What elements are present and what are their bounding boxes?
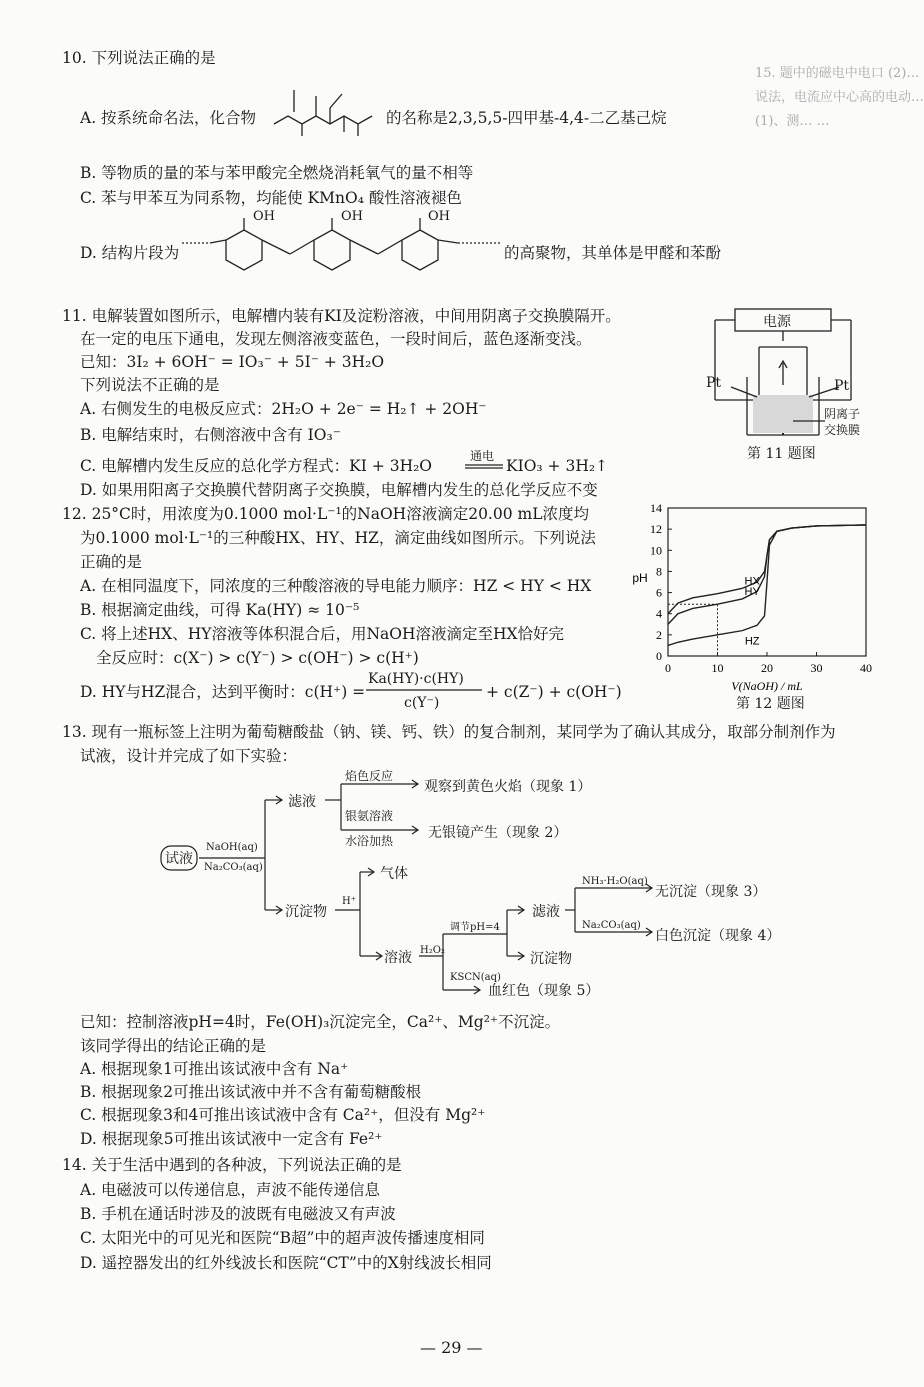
y-tick-label: 2 (656, 627, 662, 642)
bleed-text: 15. 题中的磁电中电口 (2)… (755, 66, 920, 81)
q12-line-1: 12. 25°C时，用浓度为0.1000 mol·L⁻¹的NaOH溶液滴定20.00 mL浓度均 (62, 505, 589, 523)
y-axis-label: pH (632, 571, 648, 585)
flow-observation-4: 白色沉淀（现象 4） (655, 928, 781, 944)
y-tick-label: 6 (656, 585, 662, 600)
flow-kscn: KSCN(aq) (450, 972, 501, 983)
q13-option-b: B. 根据现象2可推出该试液中并不含有葡萄糖酸根 (80, 1083, 422, 1101)
q10-option-d-pre: D. 结构片段为 (80, 244, 180, 262)
q12-option-c-2: 全反应时：c(X⁻) > c(Y⁻) > c(OH⁻) > c(H⁺) (96, 649, 419, 667)
y-tick-label: 12 (650, 522, 662, 537)
y-tick-label: 4 (656, 606, 662, 621)
fig12-caption: 第 12 题图 (736, 696, 805, 712)
y-tick-label: 8 (656, 564, 662, 579)
q11-line-4: 下列说法不正确的是 (80, 376, 220, 394)
q12-option-d-denominator: c(Y⁻) (404, 695, 440, 711)
flow-observation-1: 观察到黄色火焰（现象 1） (424, 779, 592, 795)
q13-question: 该同学得出的结论正确的是 (80, 1037, 267, 1055)
flow-observation-2: 无银镜产生（现象 2） (428, 825, 568, 841)
fraction-bar (366, 689, 484, 692)
q12-option-a: A. 在相同温度下，同浓度的三种酸溶液的导电能力顺序：HZ < HY < HX (80, 577, 592, 595)
q11-line-3: 已知：3I₂ + 6OH⁻ = IO₃⁻ + 5I⁻ + 3H₂O (80, 353, 385, 371)
series-line-hz (668, 525, 866, 646)
q14-option-c: C. 太阳光中的可见光和医院“B超”中的超声波传播速度相同 (80, 1229, 485, 1247)
q12-option-d-numerator: Ka(HY)·c(HY) (368, 671, 464, 687)
flow-solution: 溶液 (384, 950, 412, 966)
q10-option-d-post: 的高聚物，其单体是甲醛和苯酚 (504, 244, 722, 262)
flow-filtrate-2: 滤液 (532, 904, 560, 920)
flow-reagent-na2co3: Na₂CO₃(aq) (204, 862, 263, 873)
flow-gas: 气体 (380, 866, 408, 882)
flow-water-bath: 水浴加热 (345, 834, 394, 848)
x-tick-label: 40 (860, 661, 872, 675)
q13-line-1: 13. 现有一瓶标签上注明为葡萄糖酸盐（钠、镁、钙、铁）的复合制剂，某同学为了确认其成分，取部分制剂作为 (62, 723, 836, 741)
q12-line-2: 为0.1000 mol·L⁻¹的三种酸HX、HY、HZ，滴定曲线如图所示。下列说法 (80, 529, 596, 547)
q11-line-1: 11. 电解装置如图所示，电解槽内装有KI及淀粉溶液，中间用阴离子交换膜隔开。 (62, 307, 621, 325)
flow-observation-3: 无沉淀（现象 3） (655, 884, 767, 900)
q11-option-a: A. 右侧发生的电极反应式：2H₂O + 2e⁻ = H₂↑ + 2OH⁻ (80, 400, 487, 418)
page-number: — 29 — (420, 1338, 483, 1357)
flow-h-plus: H⁺ (342, 896, 356, 907)
q11-option-c-condition: 通电 (470, 449, 495, 463)
q14-option-a: A. 电磁波可以传递信息，声波不能传递信息 (80, 1181, 381, 1199)
flow-h2o2: H₂O₂ (420, 945, 445, 956)
flow-precipitate-2: 沉淀物 (530, 951, 572, 967)
flow-filtrate: 滤液 (288, 794, 316, 810)
x-tick-label: 0 (665, 661, 671, 675)
flow-start-node: 试液 (165, 851, 193, 867)
fig11-caption: 第 11 题图 (747, 446, 816, 462)
q11-option-d: D. 如果用阳离子交换膜代替阴离子交换膜，电解槽内发生的总化学反应不变 (80, 481, 598, 499)
series-line-hx (668, 525, 866, 614)
q10-option-c: C. 苯与甲苯互为同系物，均能使 KMnO₄ 酸性溶液褪色 (80, 189, 462, 207)
q11-option-b: B. 电解结束时，右侧溶液中含有 IO₃⁻ (80, 426, 341, 444)
flow-precipitate: 沉淀物 (285, 904, 327, 920)
q12-line-3: 正确的是 (80, 553, 143, 571)
series-label: HZ (744, 635, 760, 648)
q11-line-2: 在一定的电压下通电，发现左侧溶液变蓝色，一段时间后，蓝色逐渐变浅。 (80, 330, 592, 348)
y-tick-label: 14 (650, 501, 662, 515)
flow-na2co3-b: Na₂CO₃(aq) (582, 920, 641, 931)
q10-option-b: B. 等物质的量的苯与苯甲酸完全燃烧消耗氧气的量不相等 (80, 164, 474, 182)
oh-label: OH (428, 209, 450, 224)
q12-option-c-1: C. 将上述HX、HY溶液等体积混合后，用NaOH溶液滴定至HX恰好完 (80, 625, 565, 643)
x-axis-label: V(NaOH) / mL (731, 679, 803, 693)
flow-reagent-naoh: NaOH(aq) (206, 842, 258, 853)
flow-silver-ammonia: 银氨溶液 (345, 809, 394, 823)
flow-nh3: NH₃·H₂O(aq) (582, 876, 648, 887)
q13-known: 已知：控制溶液pH=4时，Fe(OH)₃沉淀完全，Ca²⁺、Mg²⁺不沉淀。 (80, 1013, 561, 1031)
pt-right-label: Pt (834, 378, 850, 394)
x-tick-label: 20 (761, 661, 773, 675)
q11-option-c-pre: C. 电解槽内发生反应的总化学方程式：KI + 3H₂O (80, 457, 433, 475)
x-tick-label: 10 (711, 661, 724, 675)
flow-observation-5: 血红色（现象 5） (488, 983, 600, 999)
q10-option-a-pre: A. 按系统命名法，化合物 (80, 109, 257, 127)
q14-option-b: B. 手机在通话时涉及的波既有电磁波又有声波 (80, 1205, 396, 1223)
flow-flame-test: 焰色反应 (345, 769, 394, 783)
oh-label: OH (341, 209, 363, 224)
q12-option-b: B. 根据滴定曲线，可得 Ka(HY) ≈ 10⁻⁵ (80, 601, 360, 619)
membrane-label-1: 阴离子 (824, 407, 861, 421)
skeletal-formula-figure (268, 84, 386, 140)
series-label: HX (744, 575, 760, 588)
membrane-label-2: 交换膜 (824, 423, 861, 437)
y-tick-label: 10 (650, 543, 662, 558)
reaction-arrow (465, 462, 505, 470)
x-tick-label: 30 (810, 661, 823, 675)
q13-option-a: A. 根据现象1可推出该试液中含有 Na⁺ (80, 1060, 349, 1078)
bleed-text: (1)、测… … (755, 114, 830, 129)
q12-option-d-pre: D. HY与HZ混合，达到平衡时：c(H⁺) = (80, 683, 366, 701)
bleed-text: 说法，电流应中心高的电动… (755, 90, 924, 105)
q14-option-d: D. 遥控器发出的红外线波长和医院“CT”中的X射线波长相同 (80, 1254, 492, 1272)
q12-option-d-post: + c(Z⁻) + c(OH⁻) (486, 683, 622, 701)
titration-chart (630, 500, 880, 712)
flow-adjust-ph: 调节pH=4 (450, 922, 500, 933)
q11-option-c-post: KIO₃ + 3H₂↑ (506, 457, 609, 475)
q10-stem: 10. 下列说法正确的是 (62, 49, 216, 67)
q13-option-d: D. 根据现象5可推出该试液中一定含有 Fe²⁺ (80, 1130, 383, 1148)
y-tick-label: 0 (656, 649, 662, 663)
power-source-label: 电源 (763, 314, 791, 330)
oh-label: OH (253, 209, 275, 224)
q10-option-a-post: 的名称是2,3,5,5-四甲基-4,4-二乙基己烷 (386, 109, 667, 127)
q14-stem: 14. 关于生活中遇到的各种波，下列说法正确的是 (62, 1156, 402, 1174)
q13-line-2: 试液，设计并完成了如下实验： (80, 747, 298, 765)
series-label: HY (744, 585, 760, 598)
q13-option-c: C. 根据现象3和4可推出该试液中含有 Ca²⁺，但没有 Mg²⁺ (80, 1106, 486, 1124)
pt-left-label: Pt (706, 375, 722, 391)
